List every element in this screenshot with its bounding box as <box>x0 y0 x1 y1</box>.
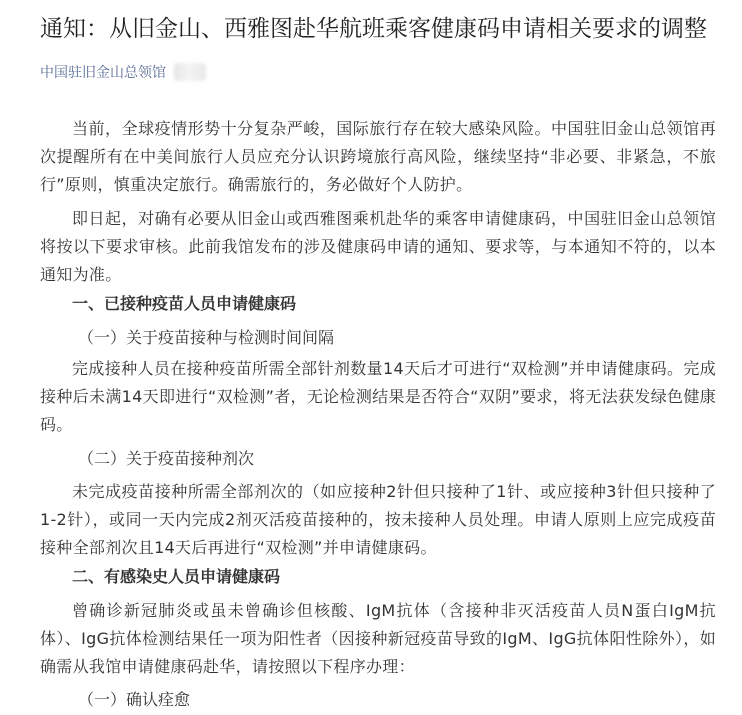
section-1-1-paragraph: 完成接种人员在接种疫苗所需全部针剂数量14天后才可进行“双检测”并申请健康码。完成接种后未满14天即进行“双检测”者，无论检测结果是否符合“双阴”要求，将无法获发绿色健康码。 <box>40 359 716 434</box>
section-1-2-paragraph: 未完成疫苗接种所需全部剂次的（如应接种2针但只接种了1针、或应接种3针但只接种了1-2针），或同一天内完成2剂灭活疫苗接种的，按未接种人员处理。申请人原则上应完成疫苗接种全部剂次且14天后再进行“双检测”并申请健康码。 <box>40 482 716 557</box>
redacted-date <box>174 63 206 81</box>
source-link[interactable]: 中国驻旧金山总领馆 <box>40 65 166 81</box>
section-1-heading: 一、已接种疫苗人员申请健康码 <box>72 294 297 313</box>
page-title: 通知：从旧金山、西雅图赴华航班乘客健康码申请相关要求的调整 <box>40 16 707 42</box>
section-2-1-heading: （一）确认痊愈 <box>78 690 191 709</box>
intro-paragraph-2: 即日起，对确有必要从旧金山或西雅图乘机赴华的乘客申请健康码，中国驻旧金山总领馆将按以下要求审核。此前我馆发布的涉及健康码申请的通知、要求等，与本通知不符的，以本通知为准。 <box>40 209 716 284</box>
section-2-heading: 二、有感染史人员申请健康码 <box>72 567 281 586</box>
article-meta <box>40 61 206 83</box>
intro-paragraph-1: 当前，全球疫情形势十分复杂严峻，国际旅行存在较大感染风险。中国驻旧金山总领馆再次提醒所有在中美间旅行人员应充分认识跨境旅行高风险，继续坚持“非必要、非紧急，不旅行”原则，慎重决定旅行。确需旅行的，务必做好个人防护。 <box>40 119 716 194</box>
section-1-2-heading: （二）关于疫苗接种剂次 <box>78 449 255 468</box>
section-2-paragraph: 曾确诊新冠肺炎或虽未曾确诊但核酸、IgM抗体（含接种非灭活疫苗人员N蛋白IgM抗体）、IgG抗体检测结果任一项为阳性者（因接种新冠疫苗导致的IgM、IgG抗体阳性除外），如确需从我馆申请健康码赴华，请按照以下程序办理： <box>40 601 716 676</box>
section-1-1-heading: （一）关于疫苗接种与检测时间间隔 <box>78 328 335 347</box>
